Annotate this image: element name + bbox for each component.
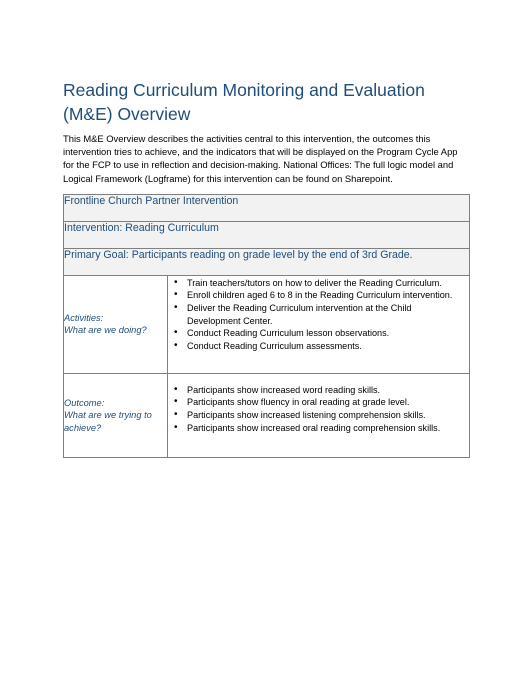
list-item: • Participants show increased word reading skills. [187, 384, 465, 397]
outcome-label [64, 373, 168, 457]
list-item: • Conduct Reading Curriculum assessments. [187, 340, 465, 353]
list-item: • Train teachers/tutors on how to deliver the Reading Curriculum. [187, 277, 465, 290]
header-cell: Primary Goal: Participants reading on grade level by the end of 3rd Grade. [64, 248, 470, 275]
outcome-row [64, 373, 470, 457]
list-item: • Conduct Reading Curriculum lesson observations. [187, 327, 465, 340]
intro-paragraph: This M&E Overview describes the activities central to this intervention, the outcomes this intervention tries to achieve, and the indicators that will be displayed on the Program Cycle App for the FCP to use in reflection and decision-making. National Offices: The full logic model and Logical Framework (Logframe) for this intervention can be found on Sharepoint. [63, 133, 458, 184]
header-cell: Frontline Church Partner Intervention [64, 194, 470, 221]
header-row-primary-goal [64, 248, 470, 275]
activities-label-question: What are we doing? [64, 325, 147, 336]
activities-list [168, 277, 469, 353]
document-page [63, 78, 469, 458]
outcome-list-cell [168, 373, 470, 457]
header-row-intervention-type [64, 194, 470, 221]
activities-label [64, 275, 168, 373]
activities-label-title: Activities: [64, 312, 104, 323]
list-item: • Participants show fluency in oral reading at grade level. [187, 396, 465, 409]
list-item: • Participants show increased listening comprehension skills. [187, 409, 465, 422]
outcome-list [168, 384, 469, 434]
activities-row [64, 275, 470, 373]
page-title: Reading Curriculum Monitoring and Evaluation (M&E) Overview [63, 80, 425, 124]
intervention-table [63, 194, 470, 458]
outcome-label-question: What are we trying to achieve? [64, 410, 152, 433]
list-item: • Enroll children aged 6 to 8 in the Reading Curriculum intervention. [187, 289, 465, 302]
header-row-intervention [64, 221, 470, 248]
header-cell: Intervention: Reading Curriculum [64, 221, 470, 248]
list-item: • Participants show increased oral reading comprehension skills. [187, 422, 465, 435]
activities-list-cell [168, 275, 470, 373]
list-item: • Deliver the Reading Curriculum intervention at the Child Development Center. [187, 302, 465, 327]
outcome-label-title: Outcome: [64, 397, 105, 408]
